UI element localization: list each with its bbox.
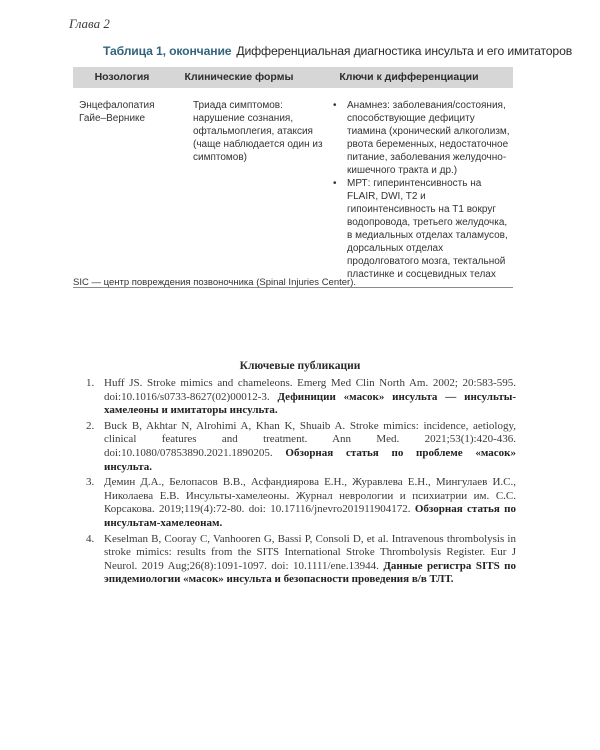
table-row <box>73 88 513 288</box>
ref-number: 1. <box>86 377 95 389</box>
list-item <box>86 476 516 530</box>
ref-note: Данные регистра SITS по эпидемиологии «масок» инсульта и безопасности проведения в/в ТЛТ. <box>104 559 517 586</box>
ref-text: Buck B, Akhtar N, Alrohimi A, Khan K, Shuaib A. Stroke mimics: incidence, aetiology, clinical features and treatment. Ann Med. 2021;53(1):420-436. doi:10.1080/07853890.2021.1890205. <box>104 419 516 459</box>
ref-text: Демин Д.А., Белопасов В.В., Асфандиярова Е.Н., Журавлева Е.Н., Мингулаев И.С., Николаева Е.В. Инсульты-хамелеоны. Журнал неврологии и психиатрии им. С.С. Корсакова. 2019;119(4):72-80. doi: 10.17116/jnevro201911904172. <box>104 476 516 516</box>
cell-nosology: Энцефалопатия Гайе–Вернике <box>79 100 155 124</box>
ref-note: Обзорная статья по проблеме «масок» инсульта. <box>104 446 517 473</box>
ref-note: Обзорная статья по инсультам-хамелеонам. <box>104 503 516 529</box>
publications-list <box>86 377 516 589</box>
ref-note: Дефиниции «масок» инсульта — инсульты-хамелеоны и имитаторы инсульта. <box>104 390 516 417</box>
key-anamnesis: • Анамнез: заболевания/состояния, способствующие дефициту тиамина (хронический алкоголизм, рвота беременных, недостаточное питание, заболевания желудочно-кишечного тракта и др.) <box>333 99 513 177</box>
ref-number: 4. <box>86 532 95 545</box>
chapter-header: Глава 2 <box>69 16 110 31</box>
table-caption <box>103 44 572 58</box>
ref-number: 3. <box>86 476 95 489</box>
list-item <box>86 377 516 418</box>
cell-clinical-forms: Триада симптомов: нарушение сознания, офтальмоплегия, атаксия (чаще наблюдается один из симптомов) <box>193 100 323 163</box>
list-item <box>86 420 516 474</box>
table-title: Дифференциальная диагностика инсульта и его имитаторов <box>236 44 573 58</box>
ref-text: Keselman B, Cooray C, Vanhooren G, Bassi P, Consoli D, et al. Intravenous thrombolysis in stroke mimics: results from the SITS International Stroke Thrombolysis Register. Eur J Neurol. 2019 Aug;26(8):1091-1097. doi: 10.1111/ene.13944. <box>104 532 516 572</box>
header-keys: Ключи к дифференциации <box>339 71 479 83</box>
table-label: Таблица 1, окончание <box>103 44 232 58</box>
header-clinical-forms: Клинические формы <box>184 71 294 83</box>
publications-title: Ключевые публикации <box>239 360 361 372</box>
list-item <box>86 533 516 587</box>
cell-keys <box>333 99 513 281</box>
header-nosology: Нозология <box>94 71 150 83</box>
diagnosis-table <box>73 67 513 288</box>
ref-text: Huff JS. Stroke mimics and chameleons. Emerg Med Clin North Am. 2002; 20:583-595. doi:10.1016/s0733-8627(02)00012-3. <box>104 377 516 403</box>
table-header-row <box>73 67 513 88</box>
table-footnote: SIC — центр повреждения позвоночника (Spinal Injuries Center). <box>73 277 357 288</box>
keys-list <box>333 99 513 281</box>
ref-number: 2. <box>86 419 95 432</box>
key-mri: • МРТ: гиперинтенсивность на FLAIR, DWI, T2 и гипоинтенсивность на T1 вокруг водопровода, третьего желудочка, в медиальных отделах таламусов, дорсальных отделах продолговатого мозга, тектальной пластинке и сосцевидных телах <box>333 177 513 281</box>
